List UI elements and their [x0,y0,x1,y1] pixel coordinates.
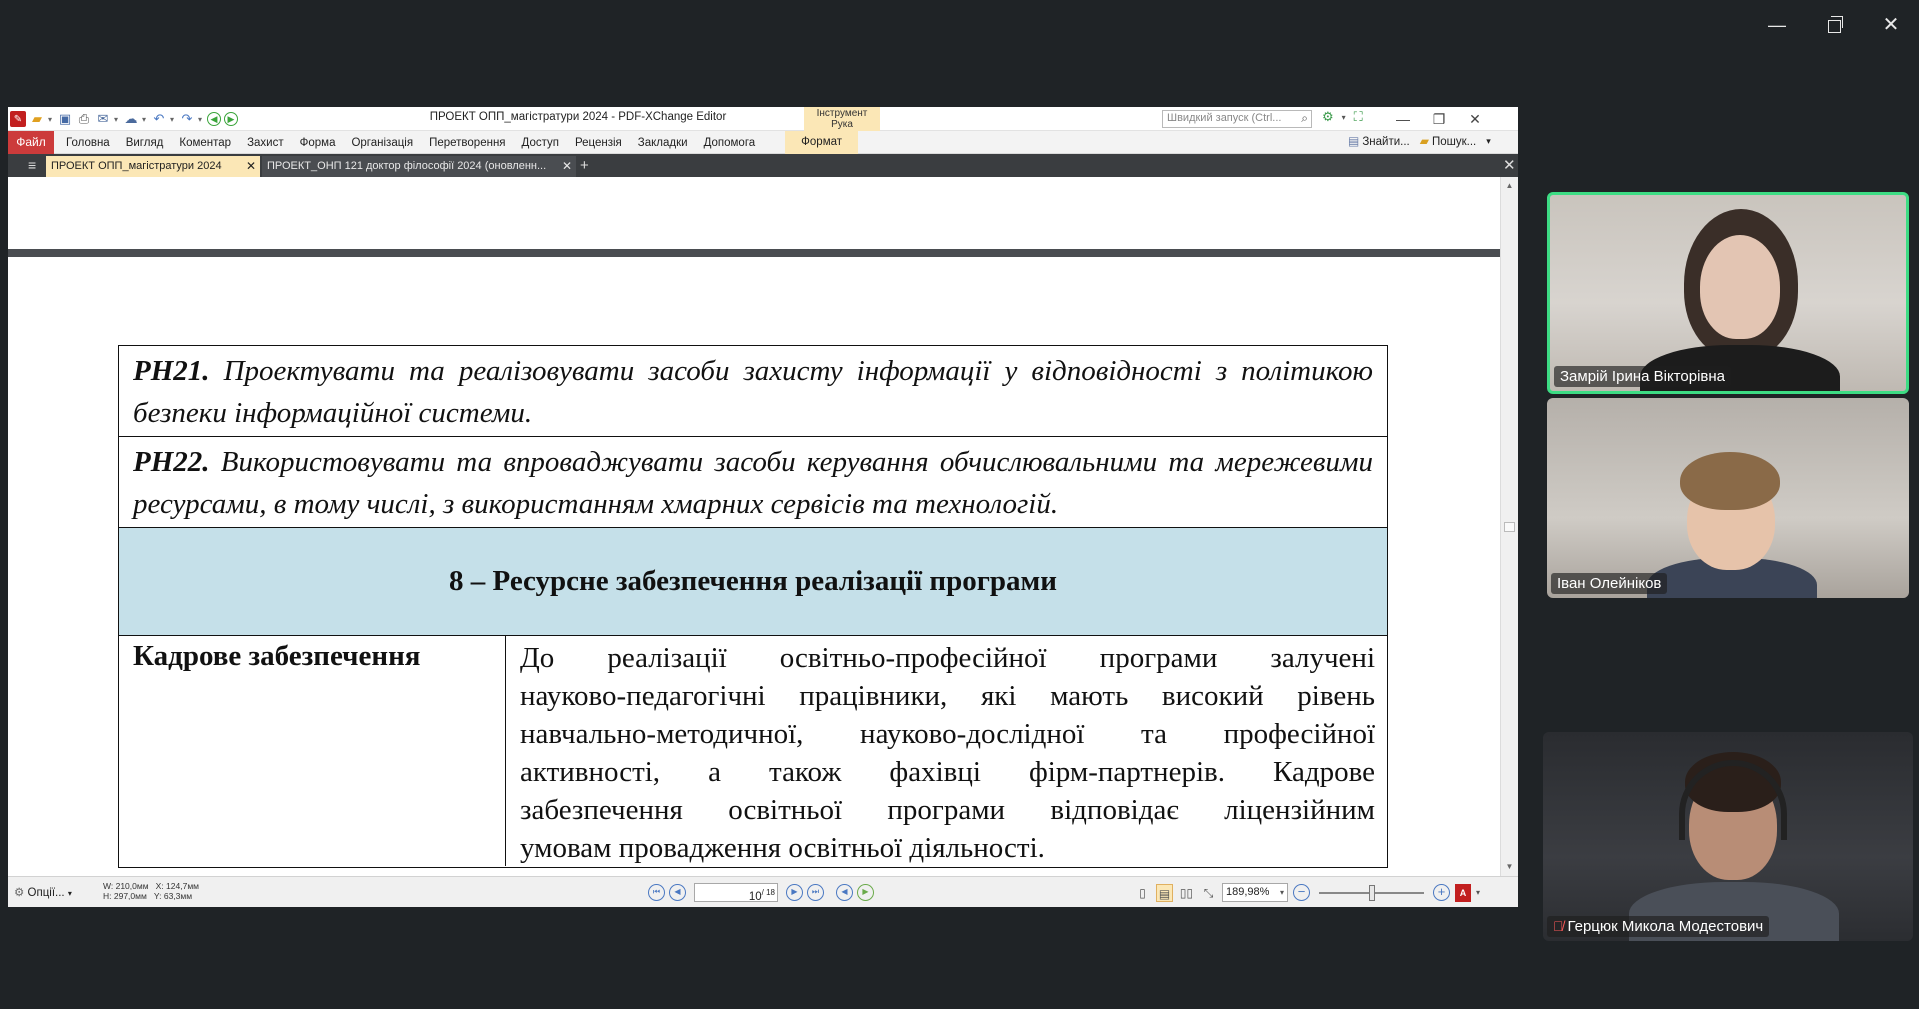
menu-help[interactable]: Допомога [703,136,756,149]
staffing-line: навчально-методичної, науково-дослідної та професійної [520,718,1375,750]
forward-icon[interactable]: ▶ [224,112,238,126]
menu-format[interactable]: Формат [785,131,858,154]
close-tab-icon[interactable]: ✕ [561,159,572,173]
fullscreen-icon[interactable]: ⛶ [1353,109,1363,124]
tab-document-active[interactable] [46,156,260,177]
document-view[interactable] [8,177,1500,876]
menu-items [58,131,858,154]
participant-name-tag: Іван Олейніков [1551,573,1667,594]
menu-organize[interactable]: Організація [351,136,414,149]
next-page-icon[interactable]: ▶ [786,884,803,901]
participant-name: Герцюк Микола Модестович [1567,918,1764,935]
history-forward-icon[interactable]: ▶ [857,884,874,901]
tab-label: ПРОЕКТ ОПП_магістратури 2024 [51,160,222,172]
email-icon[interactable]: ✉ [97,111,109,126]
staffing-line-last: умовам провадження освітньої діяльності. [520,832,1045,864]
ribbon-collapse-icon[interactable]: ▾ [1486,135,1491,146]
find-button[interactable] [1348,134,1410,148]
dropdown-arrow-icon[interactable]: ▾ [142,114,147,124]
scroll-thumb[interactable] [1504,522,1515,532]
staffing-line: науково-педагогічні працівники, які мають високий рівень [520,680,1375,712]
dropdown-arrow-icon: ▾ [1279,888,1284,897]
shared-screen-pdf-editor [8,107,1518,907]
close-button[interactable]: ✕ [1882,14,1900,36]
staffing-line: активності, а також фахівці фірм-партнерів. Кадрове [520,756,1375,788]
quick-access-toolbar [10,109,238,129]
vertical-scrollbar[interactable] [1500,177,1518,876]
zoom-out-icon[interactable]: − [1293,884,1310,901]
restore-button[interactable] [1816,10,1852,40]
page-height: H: 297,0мм [103,891,147,901]
close-tab-icon[interactable]: ✕ [245,159,256,173]
dropdown-arrow-icon[interactable]: ▾ [198,114,203,124]
folder-search-icon: ▰ [1419,134,1429,148]
find-icon: ▤ [1348,134,1360,148]
participant-tile[interactable] [1547,398,1909,598]
gear-icon: ⚙ [14,887,25,899]
section-title: 8 – Ресурсне забезпечення реалізації програми [448,565,1058,597]
title-extra-tools [1322,109,1363,125]
scroll-down-icon[interactable]: ▼ [1505,862,1514,871]
zoom-slider-knob[interactable] [1369,885,1375,901]
page-number-input[interactable] [694,883,778,902]
participant-tile-active-speaker[interactable] [1547,192,1909,394]
rn22-code: РН22. [133,446,210,478]
staffing-line: До реалізації освітньо-професійної програми залучені [520,642,1375,674]
zoom-slider[interactable] [1319,892,1424,894]
scroll-up-icon[interactable]: ▲ [1505,181,1514,190]
staffing-description [506,636,1387,867]
dropdown-arrow-icon[interactable]: ▾ [1476,888,1481,897]
title-bar [8,107,1518,131]
dropdown-arrow-icon: ▾ [67,889,72,898]
zoom-value: 189,98% [1226,886,1270,898]
page-current: 10 [748,890,762,903]
menu-view[interactable]: Вигляд [125,136,164,149]
table-row-staffing [118,636,1388,868]
menu-home[interactable]: Головна [66,136,110,149]
close-all-icon[interactable]: ✕ [1503,157,1516,174]
menu-comment[interactable]: Коментар [179,136,232,149]
find-label: Знайти... [1362,136,1410,148]
tool-badge-line-1: Інструмент [816,108,868,119]
menu-form[interactable]: Форма [299,136,336,149]
participant-tile[interactable] [1543,732,1913,941]
search-label: Пошук... [1431,136,1477,148]
staffing-line: забезпечення освітньої програми відповідає ліцензійним [520,794,1375,826]
app-restore-button[interactable]: ❐ [1432,111,1446,127]
page-navigation [648,883,874,902]
participant-name-tag: Замрій Ірина Вікторівна [1554,366,1731,387]
rn21-code: РН21. [133,355,210,387]
document-tab-bar [8,154,1518,177]
view-tools [1134,883,1480,902]
app-logo-icon: ✎ [10,111,26,127]
menu-bookmarks[interactable]: Закладки [637,136,688,149]
document-table [118,345,1388,868]
fit-page-icon[interactable]: ⤡ [1203,885,1214,900]
menu-access[interactable]: Доступ [521,136,559,149]
participant-video [1680,452,1780,510]
undo-icon[interactable]: ↶ [153,111,165,126]
section-heading [118,528,1388,636]
cursor-x: X: 124,7мм [155,881,200,891]
rn21-text: Проектувати та реалізовувати засоби захисту інформації у відповідності з політикою безпеки інформаційної системи. [133,355,1374,429]
window-title: ПРОЕКТ ОПП_магістратури 2024 - PDF-XChange Editor [429,111,727,123]
zoom-level-select[interactable] [1222,883,1288,902]
prev-page-icon[interactable]: ◀ [669,884,686,901]
options-button[interactable] [14,885,72,899]
page-dimensions [103,881,199,901]
redo-icon[interactable]: ↷ [181,111,193,126]
save-icon[interactable]: ▣ [58,111,72,126]
menu-protect[interactable]: Захист [247,136,284,149]
table-row-rn21 [118,345,1388,437]
menu-convert[interactable]: Перетворення [429,136,506,149]
pdf-icon[interactable]: A [1455,884,1471,902]
menu-right-tools [1348,134,1491,148]
participant-video [1700,235,1780,339]
first-page-icon[interactable]: ⏮ [648,884,665,901]
options-label: Опції... [27,887,65,899]
menu-bar [8,131,1518,154]
two-page-icon[interactable]: ▯▯ [1179,885,1194,900]
quick-launch-input[interactable] [1162,110,1312,128]
continuous-page-icon[interactable]: ▤ [1156,884,1173,902]
tool-badge-line-2: Рука [831,119,853,130]
restore-icon [1828,20,1841,33]
single-page-icon[interactable]: ▯ [1139,885,1146,900]
app-minimize-button[interactable]: — [1396,111,1410,127]
table-row-rn22 [118,437,1388,528]
search-icon[interactable]: ⌕ [1301,111,1308,125]
dropdown-arrow-icon[interactable]: ▾ [170,114,175,124]
dropdown-arrow-icon[interactable]: ▾ [1341,112,1346,122]
staffing-label: Кадрове забезпечення [119,636,506,866]
open-folder-icon[interactable]: ▰ [32,111,42,126]
history-back-icon[interactable]: ◀ [836,884,853,901]
search-button[interactable] [1420,134,1477,148]
menu-file[interactable]: Файл [8,131,54,154]
back-icon[interactable]: ◀ [207,112,221,126]
page-separator [8,249,1500,257]
tab-label: ПРОЕКТ_ОНП 121 доктор філософії 2024 (оновленн... [267,160,547,172]
dropdown-arrow-icon[interactable]: ▾ [48,114,53,124]
last-page-icon[interactable]: ⏭ [807,884,824,901]
cloud-icon[interactable]: ☁ [124,111,138,126]
page-width: W: 210,0мм [103,881,149,891]
tab-document-inactive[interactable] [262,156,576,177]
page-total: / 18 [761,888,775,897]
quick-launch-placeholder: Швидкий запуск (Ctrl... [1167,112,1282,124]
participant-name-tag [1547,916,1769,937]
zoom-in-icon[interactable]: + [1433,884,1450,901]
minimize-button[interactable]: — [1768,15,1786,35]
app-close-button[interactable]: ✕ [1469,111,1481,127]
print-icon[interactable]: ⎙ [78,111,90,126]
status-bar [8,876,1518,907]
dropdown-arrow-icon[interactable]: ▾ [114,114,119,124]
new-tab-icon[interactable]: + [580,157,589,174]
tabs-menu-icon[interactable]: ≡ [28,157,37,173]
settings-tool-icon[interactable]: ⚙ [1322,109,1334,124]
rn22-text: Використовувати та впроваджувати засоби керування обчислювальними та мережевими ресурсами, в тому числі, з використанням хмарних сервісів та технологій. [133,446,1374,520]
mic-off-icon: 🎙̸ [1553,918,1564,934]
menu-review[interactable]: Рецензія [574,136,622,149]
cursor-y: Y: 63,3мм [153,891,193,901]
